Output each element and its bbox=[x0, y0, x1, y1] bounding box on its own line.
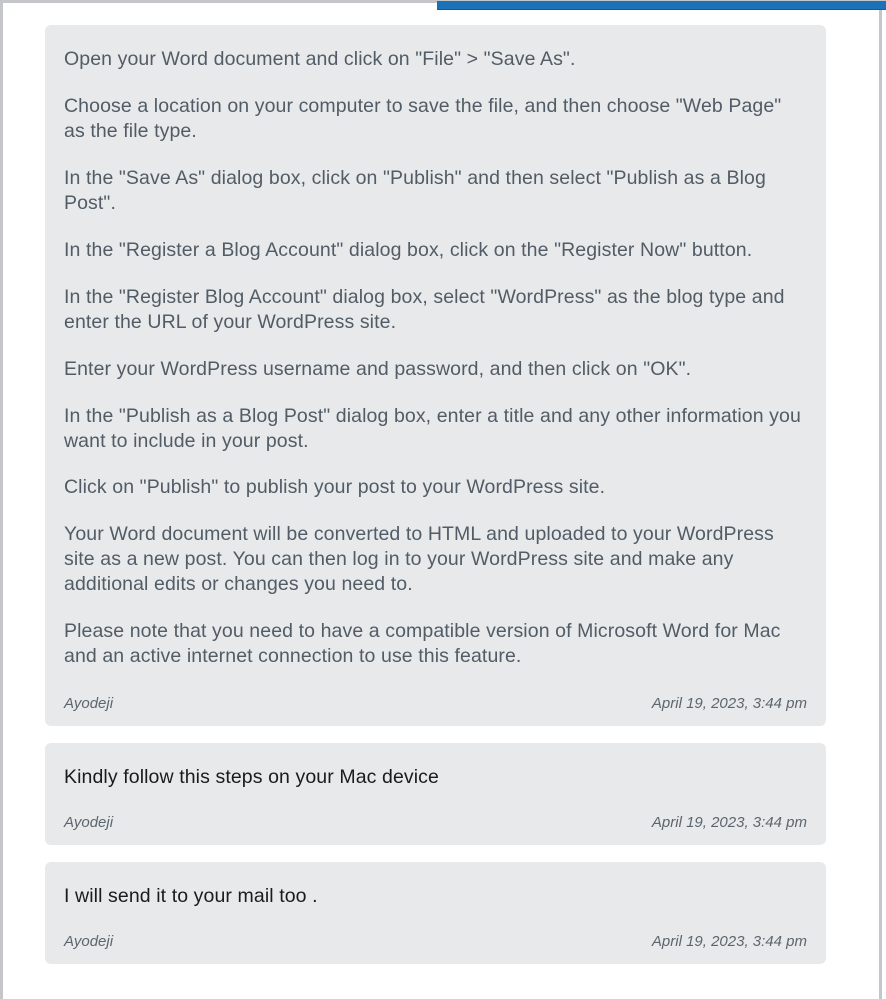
message-body bbox=[64, 765, 807, 790]
message-paragraph: Enter your WordPress username and password, and then click on "OK". bbox=[64, 357, 692, 380]
message-timestamp: April 19, 2023, 3:44 pm bbox=[651, 933, 807, 951]
message-paragraph: In the "Register a Blog Account" dialog box, click on the "Register Now" button. bbox=[64, 238, 753, 261]
message-paragraph: Kindly follow this steps on your Mac device bbox=[64, 766, 439, 789]
message-paragraph: In the "Publish as a Blog Post" dialog box, enter a title and any other information you want to include in your post. bbox=[64, 404, 801, 452]
message-paragraph: Please note that you need to have a compatible version of Microsoft Word for Mac and an active internet connection to use this feature. bbox=[64, 620, 781, 668]
accent-bar bbox=[437, 1, 886, 10]
message-paragraph: Click on "Publish" to publish your post to your WordPress site. bbox=[64, 476, 606, 499]
message-timestamp: April 19, 2023, 3:44 pm bbox=[651, 814, 807, 832]
message-author: Ayodeji bbox=[64, 695, 114, 713]
message-card bbox=[45, 25, 826, 726]
message-paragraph: In the "Register Blog Account" dialog box, select "WordPress" as the blog type and enter the URL of your WordPress site. bbox=[64, 285, 785, 333]
message-meta bbox=[64, 814, 807, 831]
message-card bbox=[45, 862, 826, 964]
message-body bbox=[64, 884, 807, 909]
message-paragraph: I will send it to your mail too . bbox=[64, 885, 318, 908]
message-card bbox=[45, 743, 826, 845]
message-timestamp: April 19, 2023, 3:44 pm bbox=[651, 695, 807, 713]
message-author: Ayodeji bbox=[64, 814, 114, 832]
message-thread bbox=[45, 25, 826, 981]
frame-border-right bbox=[879, 0, 882, 999]
message-paragraph: In the "Save As" dialog box, click on "Publish" and then select "Publish as a Blog Post". bbox=[64, 166, 766, 214]
message-body bbox=[64, 47, 807, 669]
message-meta bbox=[64, 695, 807, 712]
message-author: Ayodeji bbox=[64, 933, 114, 951]
frame-border-left bbox=[0, 0, 3, 999]
message-meta bbox=[64, 933, 807, 950]
message-paragraph: Choose a location on your computer to save the file, and then choose "Web Page" as the file type. bbox=[64, 94, 782, 142]
message-paragraph: Your Word document will be converted to HTML and uploaded to your WordPress site as a new post. You can then log in to your WordPress site and make any additional edits or changes you need to. bbox=[64, 523, 774, 596]
message-paragraph: Open your Word document and click on "File" > "Save As". bbox=[64, 48, 576, 70]
